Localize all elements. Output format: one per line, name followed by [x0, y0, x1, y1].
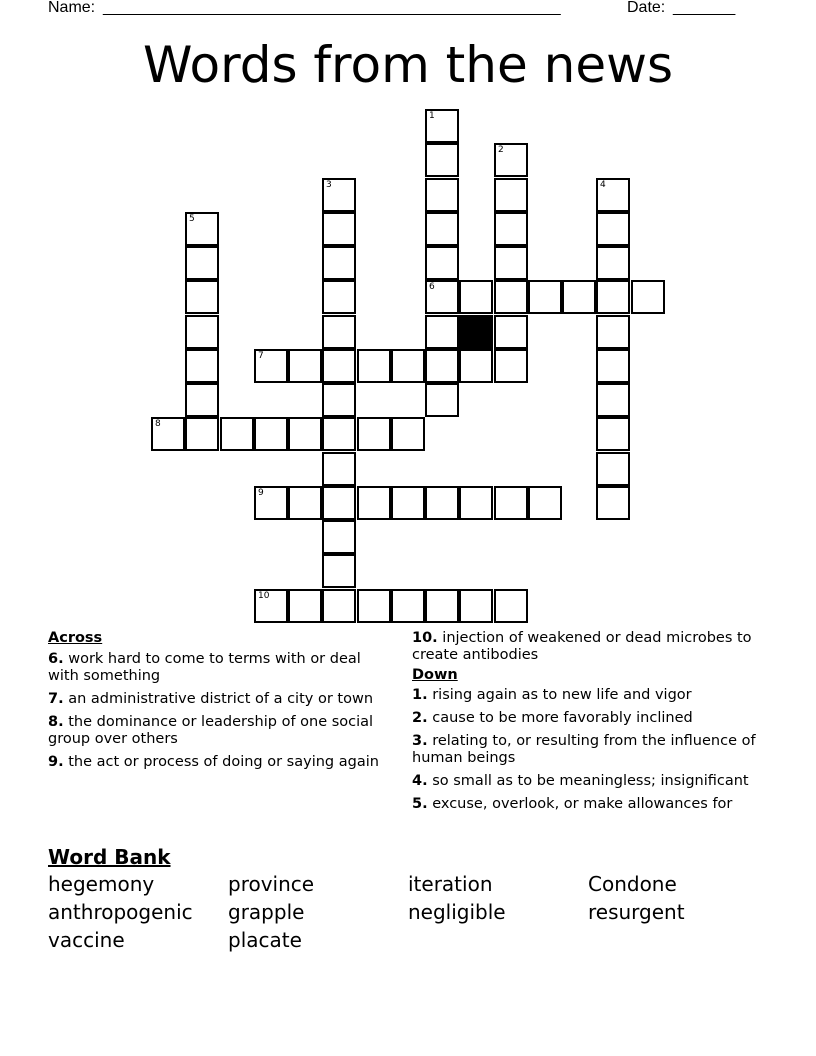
crossword-cell[interactable] [425, 212, 459, 246]
clue-down-5 [412, 796, 772, 813]
clue-down-3 [412, 733, 772, 767]
crossword-cell[interactable] [357, 589, 391, 623]
word-bank-item: resurgent [588, 900, 685, 924]
crossword-cell[interactable] [425, 315, 459, 349]
clue-across-8 [48, 714, 393, 748]
word-bank-item: iteration [408, 872, 493, 896]
clue-text: cause to be more favorably inclined [432, 710, 693, 726]
clue-down-1 [412, 687, 772, 704]
clue-down-4 [412, 773, 772, 790]
crossword-cell[interactable] [254, 589, 288, 623]
crossword-cell[interactable] [596, 315, 630, 349]
clue-text: an administrative district of a city or town [68, 691, 374, 707]
word-bank-title: Word Bank [48, 845, 171, 869]
crossword-cell[interactable] [494, 486, 528, 520]
crossword-cell[interactable] [288, 486, 322, 520]
crossword-cell[interactable] [596, 417, 630, 451]
crossword-cell[interactable] [596, 280, 630, 314]
crossword-cell[interactable] [494, 315, 528, 349]
clue-number: 7. [48, 691, 64, 707]
crossword-cell[interactable] [631, 280, 665, 314]
clue-number-label: 10 [258, 591, 270, 601]
crossword-cell[interactable] [459, 349, 493, 383]
crossword-cell[interactable] [391, 589, 425, 623]
crossword-cell[interactable] [322, 349, 356, 383]
clue-number-label: 7 [258, 351, 264, 361]
crossword-cell[interactable] [528, 486, 562, 520]
down-clues-column [412, 630, 772, 813]
crossword-cell[interactable] [425, 143, 459, 177]
crossword-cell[interactable] [288, 349, 322, 383]
clue-down-2 [412, 710, 772, 727]
word-bank-item: hegemony [48, 872, 155, 896]
date-blank[interactable]: _______ [673, 0, 736, 16]
crossword-cell[interactable] [596, 486, 630, 520]
crossword-cell[interactable] [459, 589, 493, 623]
crossword-cell[interactable] [494, 143, 528, 177]
crossword-cell[interactable] [357, 486, 391, 520]
clue-number-label: 6 [429, 282, 435, 292]
clue-number-label: 3 [326, 180, 332, 190]
crossword-cell[interactable] [425, 589, 459, 623]
crossword-cell[interactable] [391, 417, 425, 451]
crossword-cell[interactable] [151, 417, 185, 451]
clue-number: 9. [48, 754, 64, 770]
clue-text: injection of weakened or dead microbes to create antibodies [412, 630, 752, 663]
crossword-cell[interactable] [596, 178, 630, 212]
clue-number-label: 9 [258, 488, 264, 498]
crossword-cell[interactable] [494, 246, 528, 280]
crossword-cell[interactable] [322, 178, 356, 212]
crossword-cell[interactable] [459, 486, 493, 520]
crossword-cell[interactable] [185, 315, 219, 349]
crossword-cell[interactable] [254, 486, 288, 520]
clue-number-label: 8 [155, 419, 161, 429]
clue-across-10 [412, 630, 772, 664]
crossword-cell[interactable] [357, 417, 391, 451]
clue-number-label: 4 [600, 180, 606, 190]
word-bank-item: anthropogenic [48, 900, 193, 924]
crossword-cell[interactable] [322, 486, 356, 520]
word-bank-item: placate [228, 928, 302, 952]
page-title: Words from the news [142, 36, 674, 94]
clue-text: so small as to be meaningless; insignificant [432, 773, 749, 789]
clue-number: 8. [48, 714, 64, 730]
crossword-cell[interactable] [322, 315, 356, 349]
crossword-cell[interactable] [185, 212, 219, 246]
crossword-cell[interactable] [322, 417, 356, 451]
crossword-cell[interactable] [288, 417, 322, 451]
name-blank[interactable]: ____________________________________________________ [103, 0, 561, 16]
clue-number: 4. [412, 773, 428, 789]
clue-number: 10. [412, 630, 438, 646]
down-heading: Down [412, 667, 458, 683]
crossword-cell[interactable] [185, 383, 219, 417]
crossword-cell[interactable] [494, 280, 528, 314]
clue-number: 2. [412, 710, 428, 726]
crossword-cell[interactable] [425, 486, 459, 520]
crossword-cell[interactable] [391, 349, 425, 383]
clue-text: excuse, overlook, or make allowances for [432, 796, 733, 812]
clue-text: rising again as to new life and vigor [432, 687, 692, 703]
crossword-cell[interactable] [322, 554, 356, 588]
clue-number: 1. [412, 687, 428, 703]
crossword-cell[interactable] [288, 589, 322, 623]
crossword-cell[interactable] [185, 280, 219, 314]
clue-text: the dominance or leadership of one social group over others [48, 714, 374, 747]
crossword-cell[interactable] [254, 417, 288, 451]
crossword-cell[interactable] [254, 349, 288, 383]
clue-number: 5. [412, 796, 428, 812]
across-heading: Across [48, 630, 103, 646]
crossword-cell[interactable] [596, 383, 630, 417]
crossword-cell[interactable] [494, 589, 528, 623]
crossword-cell[interactable] [357, 349, 391, 383]
date-label: Date: [627, 0, 666, 16]
clue-number-label: 2 [498, 145, 504, 155]
clue-number: 6. [48, 651, 64, 667]
crossword-cell[interactable] [220, 417, 254, 451]
clue-across-6 [48, 651, 393, 685]
crossword-cell[interactable] [322, 212, 356, 246]
crossword-cell[interactable] [322, 383, 356, 417]
crossword-cell[interactable] [596, 246, 630, 280]
crossword-cell[interactable] [425, 109, 459, 143]
crossword-cell[interactable] [596, 349, 630, 383]
crossword-cell[interactable] [596, 212, 630, 246]
crossword-cell[interactable] [425, 280, 459, 314]
clue-text: relating to, or resulting from the influence of human beings [412, 733, 756, 766]
crossword-cell[interactable] [494, 178, 528, 212]
crossword-cell[interactable] [185, 349, 219, 383]
crossword-cell[interactable] [322, 452, 356, 486]
word-bank [48, 873, 788, 951]
black-square [459, 315, 493, 349]
crossword-cell[interactable] [494, 212, 528, 246]
clue-across-7 [48, 691, 393, 708]
crossword-cell[interactable] [425, 178, 459, 212]
crossword-cell[interactable] [322, 520, 356, 554]
crossword-cell[interactable] [322, 280, 356, 314]
crossword-cell[interactable] [185, 246, 219, 280]
word-bank-item: grapple [228, 900, 305, 924]
word-bank-item: Condone [588, 872, 677, 896]
clue-number-label: 1 [429, 111, 435, 121]
crossword-cell[interactable] [185, 417, 219, 451]
crossword-cell[interactable] [596, 452, 630, 486]
across-clues [48, 630, 393, 771]
crossword-cell[interactable] [494, 349, 528, 383]
crossword-cell[interactable] [322, 589, 356, 623]
crossword-cell[interactable] [425, 246, 459, 280]
crossword-cell[interactable] [425, 349, 459, 383]
clue-text: the act or process of doing or saying again [68, 754, 379, 770]
word-bank-item: negligible [408, 900, 506, 924]
crossword-cell[interactable] [562, 280, 596, 314]
crossword-cell[interactable] [459, 280, 493, 314]
crossword-cell[interactable] [425, 383, 459, 417]
clue-number-label: 5 [189, 214, 195, 224]
crossword-cell[interactable] [391, 486, 425, 520]
word-bank-item: province [228, 872, 315, 896]
word-bank-item: vaccine [48, 928, 125, 952]
clue-across-9 [48, 754, 393, 771]
crossword-cell[interactable] [322, 246, 356, 280]
crossword-cell[interactable] [528, 280, 562, 314]
clue-text: work hard to come to terms with or deal with something [48, 651, 361, 684]
clue-number: 3. [412, 733, 428, 749]
name-label: Name: [48, 0, 96, 16]
